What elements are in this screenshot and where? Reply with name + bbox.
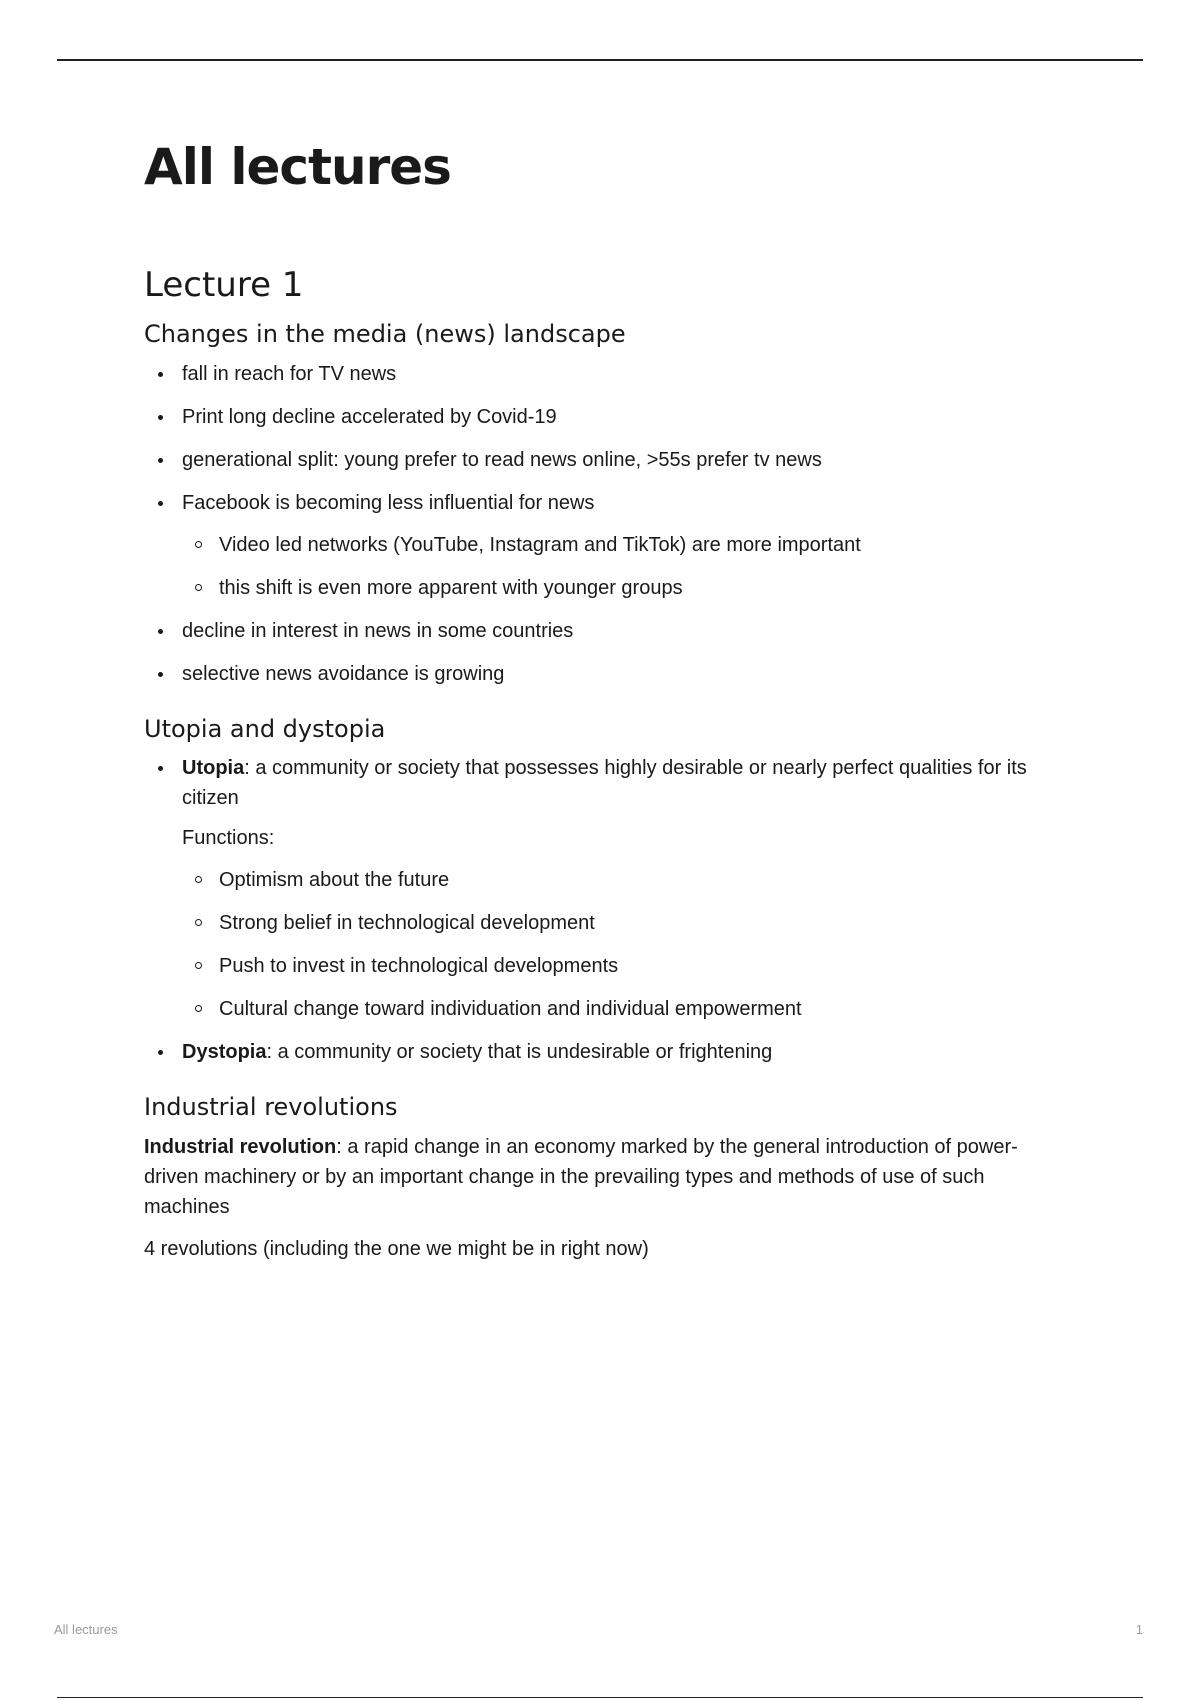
sublist-item: Strong belief in technological development	[182, 908, 1064, 938]
utopia-dystopia-heading: Utopia and dystopia	[144, 714, 386, 743]
functions-label: Functions:	[182, 827, 275, 850]
industrial-revolution-term: Industrial revolution	[144, 1136, 337, 1159]
sublist-item: Optimism about the future	[182, 865, 1064, 895]
media-landscape-list	[144, 359, 1064, 689]
bottom-rule	[57, 1697, 1143, 1698]
industrial-revolution-definition	[144, 1132, 1064, 1222]
industrial-revolutions-heading: Industrial revolutions	[144, 1093, 398, 1122]
list-item: decline in interest in news in some countries	[144, 616, 1064, 646]
utopia-term: Utopia	[182, 757, 245, 780]
lecture-1-heading: Lecture 1	[144, 265, 304, 305]
list-item: fall in reach for TV news	[144, 359, 1064, 389]
list-item: selective news avoidance is growing	[144, 659, 1064, 689]
sublist-item: Video led networks (YouTube, Instagram and TikTok) are more important	[182, 530, 1064, 560]
page-title: All lectures	[144, 138, 451, 196]
sublist-item: this shift is even more apparent with younger groups	[182, 573, 1064, 603]
utopia-definition: : a community or society that possesses highly desirable or nearly perfect qualities for its citizen	[182, 757, 1027, 810]
industrial-revolution-text: : a rapid change in an economy marked by the general introduction of power-driven machinery or by an important change in the prevailing types and methods of use of such machines	[144, 1136, 1018, 1219]
functions-sublist	[182, 865, 1064, 1024]
sublist-item: Cultural change toward individuation and individual empowerment	[182, 994, 1064, 1024]
facebook-sublist	[182, 530, 1064, 603]
dystopia-definition: : a community or society that is undesirable or frightening	[266, 1041, 773, 1064]
footer-page-number: 1	[1135, 1622, 1143, 1637]
list-item: generational split: young prefer to read news online, >55s prefer tv news	[144, 445, 1064, 475]
dystopia-term: Dystopia	[182, 1041, 267, 1064]
sublist-item: Push to invest in technological developments	[182, 951, 1064, 981]
list-item-utopia	[144, 753, 1064, 1024]
list-item-text: Facebook is becoming less influential for news	[182, 491, 595, 514]
utopia-dystopia-list	[144, 753, 1064, 1067]
lecture-1-section	[144, 265, 1064, 1264]
list-item-dystopia	[144, 1037, 1064, 1067]
footer-document-title: All lectures	[54, 1622, 118, 1637]
list-item-facebook	[144, 488, 1064, 603]
top-rule	[57, 59, 1143, 61]
media-landscape-heading: Changes in the media (news) landscape	[144, 319, 626, 348]
document-body	[144, 140, 1064, 1276]
list-item: Print long decline accelerated by Covid-19	[144, 402, 1064, 432]
revolutions-note: 4 revolutions (including the one we might be in right now)	[144, 1238, 649, 1261]
